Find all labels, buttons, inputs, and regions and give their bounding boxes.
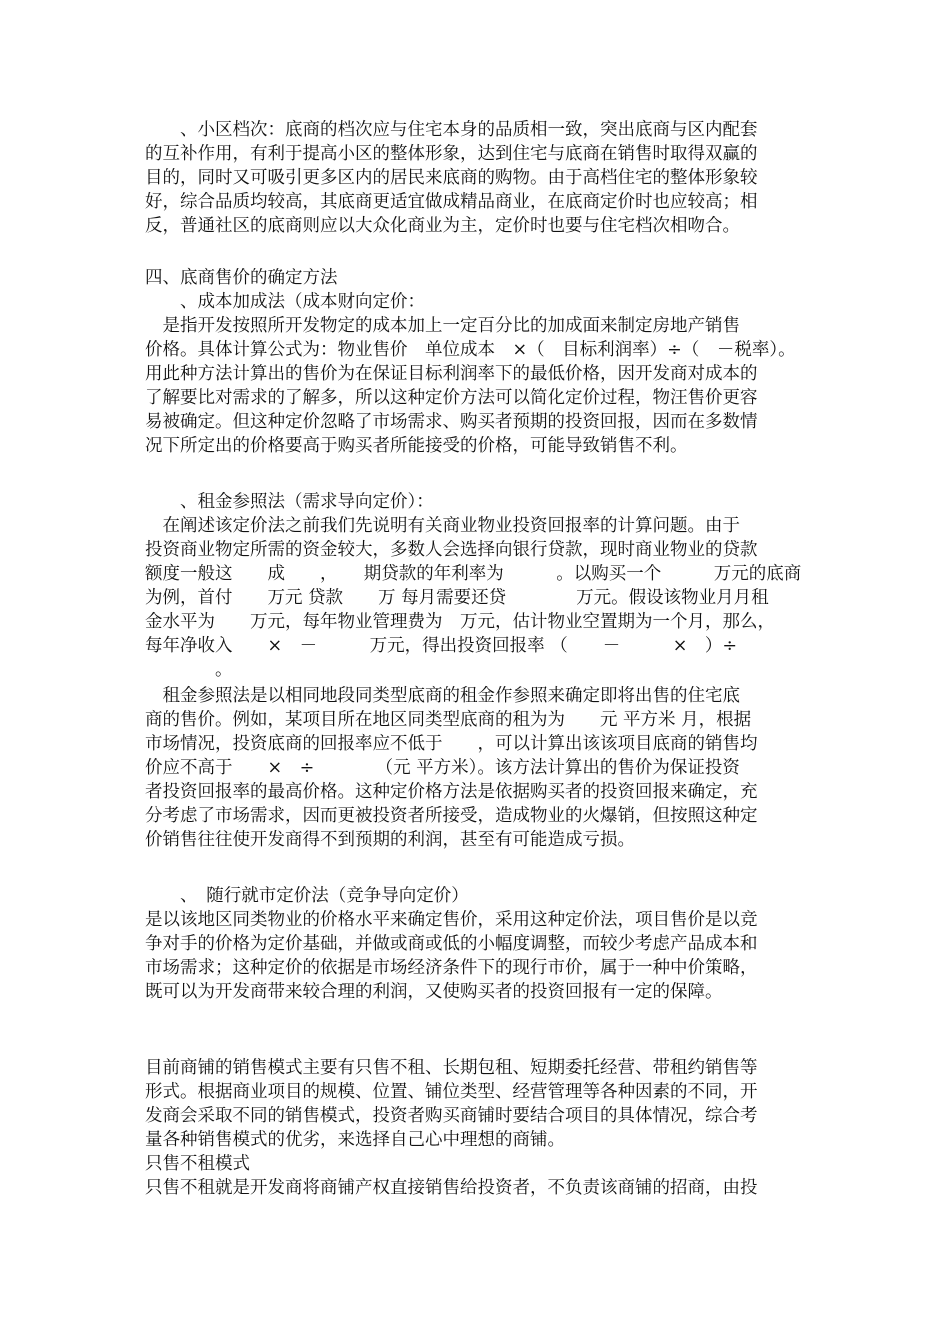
subsection-heading: 只售不租模式 — [145, 1154, 250, 1174]
text-line: 租金参照法是以相同地段同类型底商的租金作参照来确定即将出售的住宅底 — [145, 686, 740, 706]
text-line: 金水平为 万元，每年物业管理费为 万元，估计物业空置期为一个月，那么， — [145, 612, 775, 632]
text-line: 既可以为开发商带来较合理的利润，又使购买者的投资回报有一定的保障。 — [145, 982, 723, 1002]
text-line: 易被确定。但这种定价忽略了市场需求、购买者预期的投资回报，因而在多数情 — [145, 412, 758, 432]
text-line: 商的售价。例如，某项目所在地区同类型底商的租为为 元 平方米 月，根据 — [145, 710, 752, 730]
text-line: 是指开发按照所开发物定的成本加上一定百分比的加成面来制定房地产销售 — [145, 316, 740, 336]
text-line: 目前商铺的销售模式主要有只售不租、长期包租、短期委托经营、带租约销售等 — [145, 1058, 758, 1078]
text-line: 只售不租就是开发商将商铺产权直接销售给投资者，不负责该商铺的招商，由投 — [145, 1178, 758, 1198]
text-line: 是以该地区同类物业的价格水平来确定售价，采用这种定价法，项目售价是以竞 — [145, 910, 758, 930]
text-line: 用此种方法计算出的售价为在保证目标利润率下的最低价格，因开发商对成本的 — [145, 364, 758, 384]
text-line: 市场情况，投资底商的回报率应不低于 ，可以计算出该该项目底商的销售均 — [145, 734, 758, 754]
text-line: 的互补作用，有利于提高小区的整体形象，达到住宅与底商在销售时取得双赢的 — [145, 144, 758, 164]
text-line: 了解要比对需求的了解多，所以这种定价方法可以简化定价过程，物汪售价更容 — [145, 388, 758, 408]
text-line: 、小区档次：底商的档次应与住宅本身的品质相一致，突出底商与区内配套 — [145, 120, 758, 140]
text-line: 好，综合品质均较高，其底商更适宜做成精品商业，在底商定价时也应较高；相 — [145, 192, 758, 212]
text-line: 目的，同时又可吸引更多区内的居民来底商的购物。由于高档住宅的整体形象较 — [145, 168, 758, 188]
text-line: 投资商业物定所需的资金较大，多数人会选择向银行贷款，现时商业物业的贷款 — [145, 540, 758, 560]
text-line: 每年净收入 × － 万元，得出投资回报率 （ － × ）÷ — [145, 636, 738, 656]
text-line: 在阐述该定价法之前我们先说明有关商业物业投资回报率的计算问题。由于 — [145, 516, 740, 536]
text-line: 量各种销售模式的优劣，来选择自己心中理想的商铺。 — [145, 1130, 565, 1150]
subsection-heading: 、 随行就市定价法（竞争导向定价） — [145, 886, 469, 906]
text-line: 价应不高于 × ÷ （元 平方米）。该方法计算出的售价为保证投资 — [145, 758, 740, 778]
subsection-heading: 、成本加成法（成本财向定价： — [145, 292, 425, 312]
text-line: 分考虑了市场需求，因而更被投资者所接受，造成物业的火爆销，但按照这种定 — [145, 806, 758, 826]
text-line: 争对手的价格为定价基础，并做或商或低的小幅度调整，而较少考虑产品成本和 — [145, 934, 758, 954]
text-line: 价格。具体计算公式为：物业售价 单位成本 ×（ 目标利润率）÷（ －税率）。 — [145, 340, 796, 360]
text-line: 形式。根据商业项目的规模、位置、铺位类型、经营管理等各种因素的不同，开 — [145, 1082, 758, 1102]
text-line: 者投资回报率的最高价格。这种定价格方法是依据购买者的投资回报来确定，充 — [145, 782, 758, 802]
text-line: 发商会采取不同的销售模式，投资者购买商铺时要结合项目的具体情况，综合考 — [145, 1106, 758, 1126]
text-line: 市场需求；这种定价的依据是市场经济条件下的现行市价，属于一种中价策略， — [145, 958, 758, 978]
text-line: 反，普通社区的底商则应以大众化商业为主，定价时也要与住宅档次相吻合。 — [145, 216, 740, 236]
text-line: 价销售往往使开发商得不到预期的利润，甚至有可能造成亏损。 — [145, 830, 635, 850]
text-line: 。 — [145, 660, 233, 680]
subsection-heading: 、租金参照法（需求导向定价）： — [145, 492, 434, 512]
text-line: 额度一般这 成 ， 期贷款的年利率为 。以购买一个 万元的底商 — [145, 564, 802, 584]
text-line: 为例，首付 万元 贷款 万 每月需要还贷 万元。假设该物业月月租 — [145, 588, 769, 608]
text-line: 况下所定出的价格要高于购买者所能接受的价格，可能导致销售不利。 — [145, 436, 688, 456]
section-heading: 四、底商售价的确定方法 — [145, 268, 338, 288]
